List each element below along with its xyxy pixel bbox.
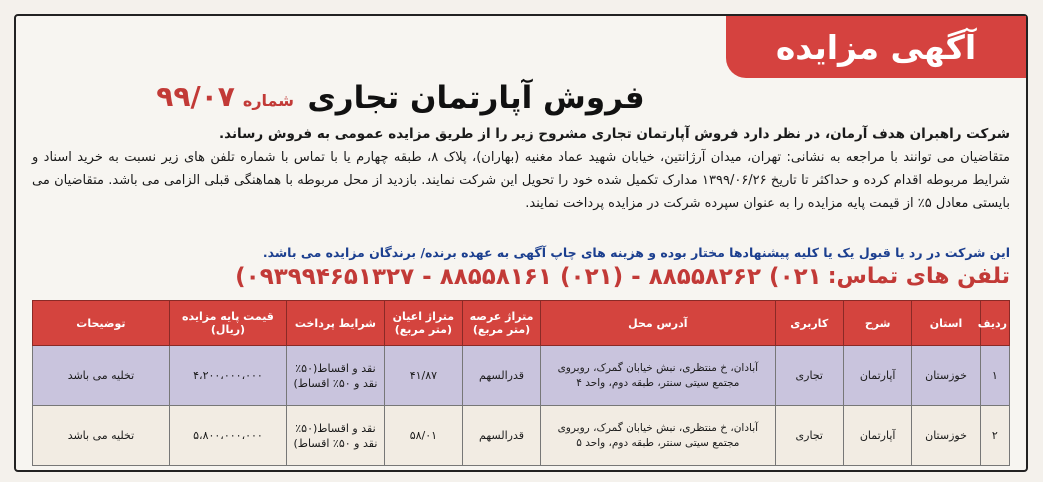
table-cell: خوزستان (912, 406, 980, 466)
auction-table (32, 300, 1010, 466)
table-cell: آبادان، خ منتظری، نبش خیابان گمرک، روبروی مجتمع سیتی سنتر، طبقه دوم، واحد ۴ (541, 346, 775, 406)
col-header: قیمت پایه مزایده (ریال) (169, 301, 286, 346)
table-cell: ۵،۸۰۰،۰۰۰،۰۰۰ (169, 406, 286, 466)
table-cell: آپارتمان (843, 346, 911, 406)
page-title: فروش آپارتمان تجاری (307, 80, 645, 116)
table-cell: خوزستان (912, 346, 980, 406)
ad-number (104, 80, 294, 113)
col-header: ردیف (980, 301, 1009, 346)
lead-paragraph: شرکت راهبران هدف آرمان، در نظر دارد فروش آپارتمان تجاری مشروح زیر را از طریق مزایده عمومی به فروش رساند. (219, 126, 1010, 142)
ad-number-label: شماره (242, 91, 294, 110)
col-header: شرایط پرداخت (287, 301, 385, 346)
phone-line (32, 264, 1010, 290)
table-header-row (33, 301, 1010, 346)
table-cell: تجاری (775, 406, 843, 466)
phones-numbers: ۰۲۱) ۸۸۵۵۸۲۶۲ - (۰۲۱) ۸۸۵۵۸۱۶۱ - ۰۹۳۹۹۴۶۵۱۳۲۷) (235, 264, 822, 290)
col-header: توضیحات (33, 301, 170, 346)
table-cell: نقد و اقساط(۵۰٪ نقد و ۵۰٪ اقساط) (287, 346, 385, 406)
table-cell: آبادان، خ منتظری، نبش خیابان گمرک، روبروی مجتمع سیتی سنتر، طبقه دوم، واحد ۵ (541, 406, 775, 466)
col-header: استان (912, 301, 980, 346)
table-cell: تخلیه می باشد (33, 406, 170, 466)
table-cell: تجاری (775, 346, 843, 406)
table-cell: ۴،۲۰۰،۰۰۰،۰۰۰ (169, 346, 286, 406)
col-header: متراژ عرصه (متر مربع) (462, 301, 540, 346)
table-cell: ۱ (980, 346, 1009, 406)
advertisement-frame (14, 14, 1028, 472)
table-cell: ۵۸/۰۱ (384, 406, 462, 466)
col-header: کاربری (775, 301, 843, 346)
table-cell: نقد و اقساط(۵۰٪ نقد و ۵۰٪ اقساط) (287, 406, 385, 466)
body-paragraph: متقاضیان می توانند با مراجعه به نشانی: تهران، میدان آرژانتین، خیابان شهید عماد مغنیه (بهاران)، پلاک ۸، طبقه چهارم یا با تماس با شماره تلفن های زیر نسبت به خرید اسناد و شرایط مربوطه اقدام کرده و حداکثر تا تاریخ ۱۳۹۹/۰۶/۲۶ مدارک تکمیل شده خود را تحویل این شرکت نمایند. بازدید از محل مربوطه با هماهنگی قبلی الزامی می باشد. متقاضیان می بایستی معادل ۵٪ از قیمت پایه مزایده را به عنوان سپرده شرکت در مزایده پرداخت نمایند. (32, 150, 1011, 211)
table-cell: قدرالسهم (462, 346, 540, 406)
table-row (33, 346, 1010, 406)
table-row (33, 406, 1010, 466)
table-cell: ۲ (980, 406, 1009, 466)
table-cell: قدرالسهم (462, 406, 540, 466)
col-header: آدرس محل (541, 301, 775, 346)
table-cell: تخلیه می باشد (33, 346, 170, 406)
col-header: شرح (843, 301, 911, 346)
table-cell: آپارتمان (843, 406, 911, 466)
col-header: متراژ اعیان (متر مربع) (384, 301, 462, 346)
phones-label: تلفن های تماس: (827, 264, 1010, 289)
auction-badge: آگهی مزایده (726, 16, 1026, 78)
table-cell: ۴۱/۸۷ (384, 346, 462, 406)
notice-line: این شرکت در رد یا قبول یک یا کلیه پیشنهادها مختار بوده و هزینه های چاپ آگهی به عهده برنده/ برندگان مزایده می باشد. (262, 245, 1010, 260)
ad-number-value: ۹۹/۰۷ (156, 80, 235, 113)
